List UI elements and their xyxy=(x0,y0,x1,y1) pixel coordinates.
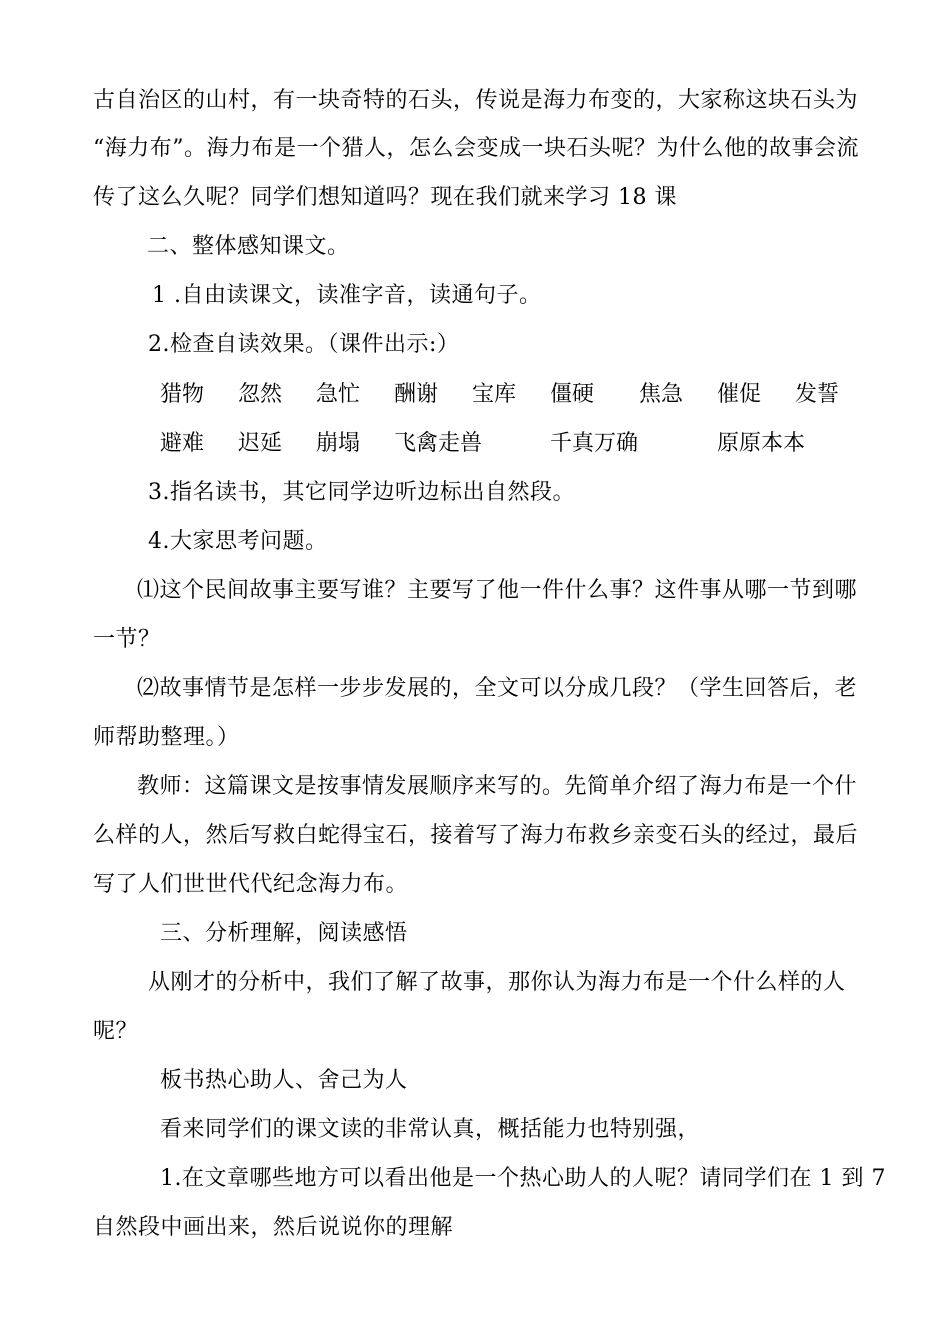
paragraph-line: 自然段中画出来，然后说说你的理解 xyxy=(93,1215,454,1240)
vocab-word: 急忙 xyxy=(316,382,361,407)
paragraph-line: 传了这么久呢？同学们想知道吗？现在我们就来学习 18 课 xyxy=(93,185,677,210)
vocab-word: 忽然 xyxy=(238,382,283,407)
question-line: ⑴这个民间故事主要写谁？主要写了他一件什么事？这件事从哪一节到哪 xyxy=(137,578,858,603)
vocab-word: 原原本本 xyxy=(717,431,806,456)
vocab-word: 僵硬 xyxy=(550,382,595,407)
paragraph-line: 呢？ xyxy=(93,1019,139,1044)
vocab-word: 千真万确 xyxy=(550,431,639,456)
paragraph-line: 么样的人，然后写救白蛇得宝石，接着写了海力布救乡亲变石头的经过，最后 xyxy=(93,823,859,848)
paragraph-line: 写了人们世世代代纪念海力布。 xyxy=(93,872,409,897)
vocab-word: 催促 xyxy=(717,382,762,407)
vocab-word: 避难 xyxy=(160,431,205,456)
vocab-word: 发誓 xyxy=(795,382,840,407)
vocab-word: 迟延 xyxy=(238,431,283,456)
vocab-word: 崩塌 xyxy=(316,431,361,456)
list-item: 4.大家思考问题。 xyxy=(148,529,328,554)
list-item: 1 .自由读课文，读准字音，读通句子。 xyxy=(152,283,542,308)
vocab-word: 酬谢 xyxy=(394,382,439,407)
list-item: 3.指名读书，其它同学边听边标出自然段。 xyxy=(148,480,575,505)
section-heading: 三、分析理解，阅读感悟 xyxy=(160,921,408,946)
vocab-word: 飞禽走兽 xyxy=(394,431,483,456)
list-item: 2.检查自读效果。（课件出示:） xyxy=(148,332,460,357)
paragraph-line: “海力布”。海力布是一个猎人，怎么会变成一块石头呢？为什么他的故事会流 xyxy=(93,136,859,161)
question-line: ⑵故事情节是怎样一步步发展的，全文可以分成几段？（学生回答后，老 xyxy=(137,676,858,701)
paragraph-line: 看来同学们的课文读的非常认真，概括能力也特别强， xyxy=(160,1117,701,1142)
paragraph-line: 古自治区的山村，有一块奇特的石头，传说是海力布变的，大家称这块石头为 xyxy=(93,88,859,113)
vocab-word: 猎物 xyxy=(160,382,205,407)
vocab-word: 宝库 xyxy=(472,382,517,407)
list-item: 1.在文章哪些地方可以看出他是一个热心助人的人呢？请同学们在 1 到 7 xyxy=(160,1166,886,1191)
question-line: 师帮助整理。） xyxy=(93,725,240,750)
vocab-word: 焦急 xyxy=(639,382,684,407)
paragraph-line: 板书热心助人、舍己为人 xyxy=(160,1068,408,1093)
paragraph-line: 从刚才的分析中，我们了解了故事，那你认为海力布是一个什么样的人 xyxy=(148,970,846,995)
section-heading: 二、整体感知课文。 xyxy=(147,234,350,259)
question-line: 一节？ xyxy=(93,627,161,652)
paragraph-line: 教师：这篇课文是按事情发展顺序来写的。先简单介绍了海力布是一个什 xyxy=(137,774,858,799)
